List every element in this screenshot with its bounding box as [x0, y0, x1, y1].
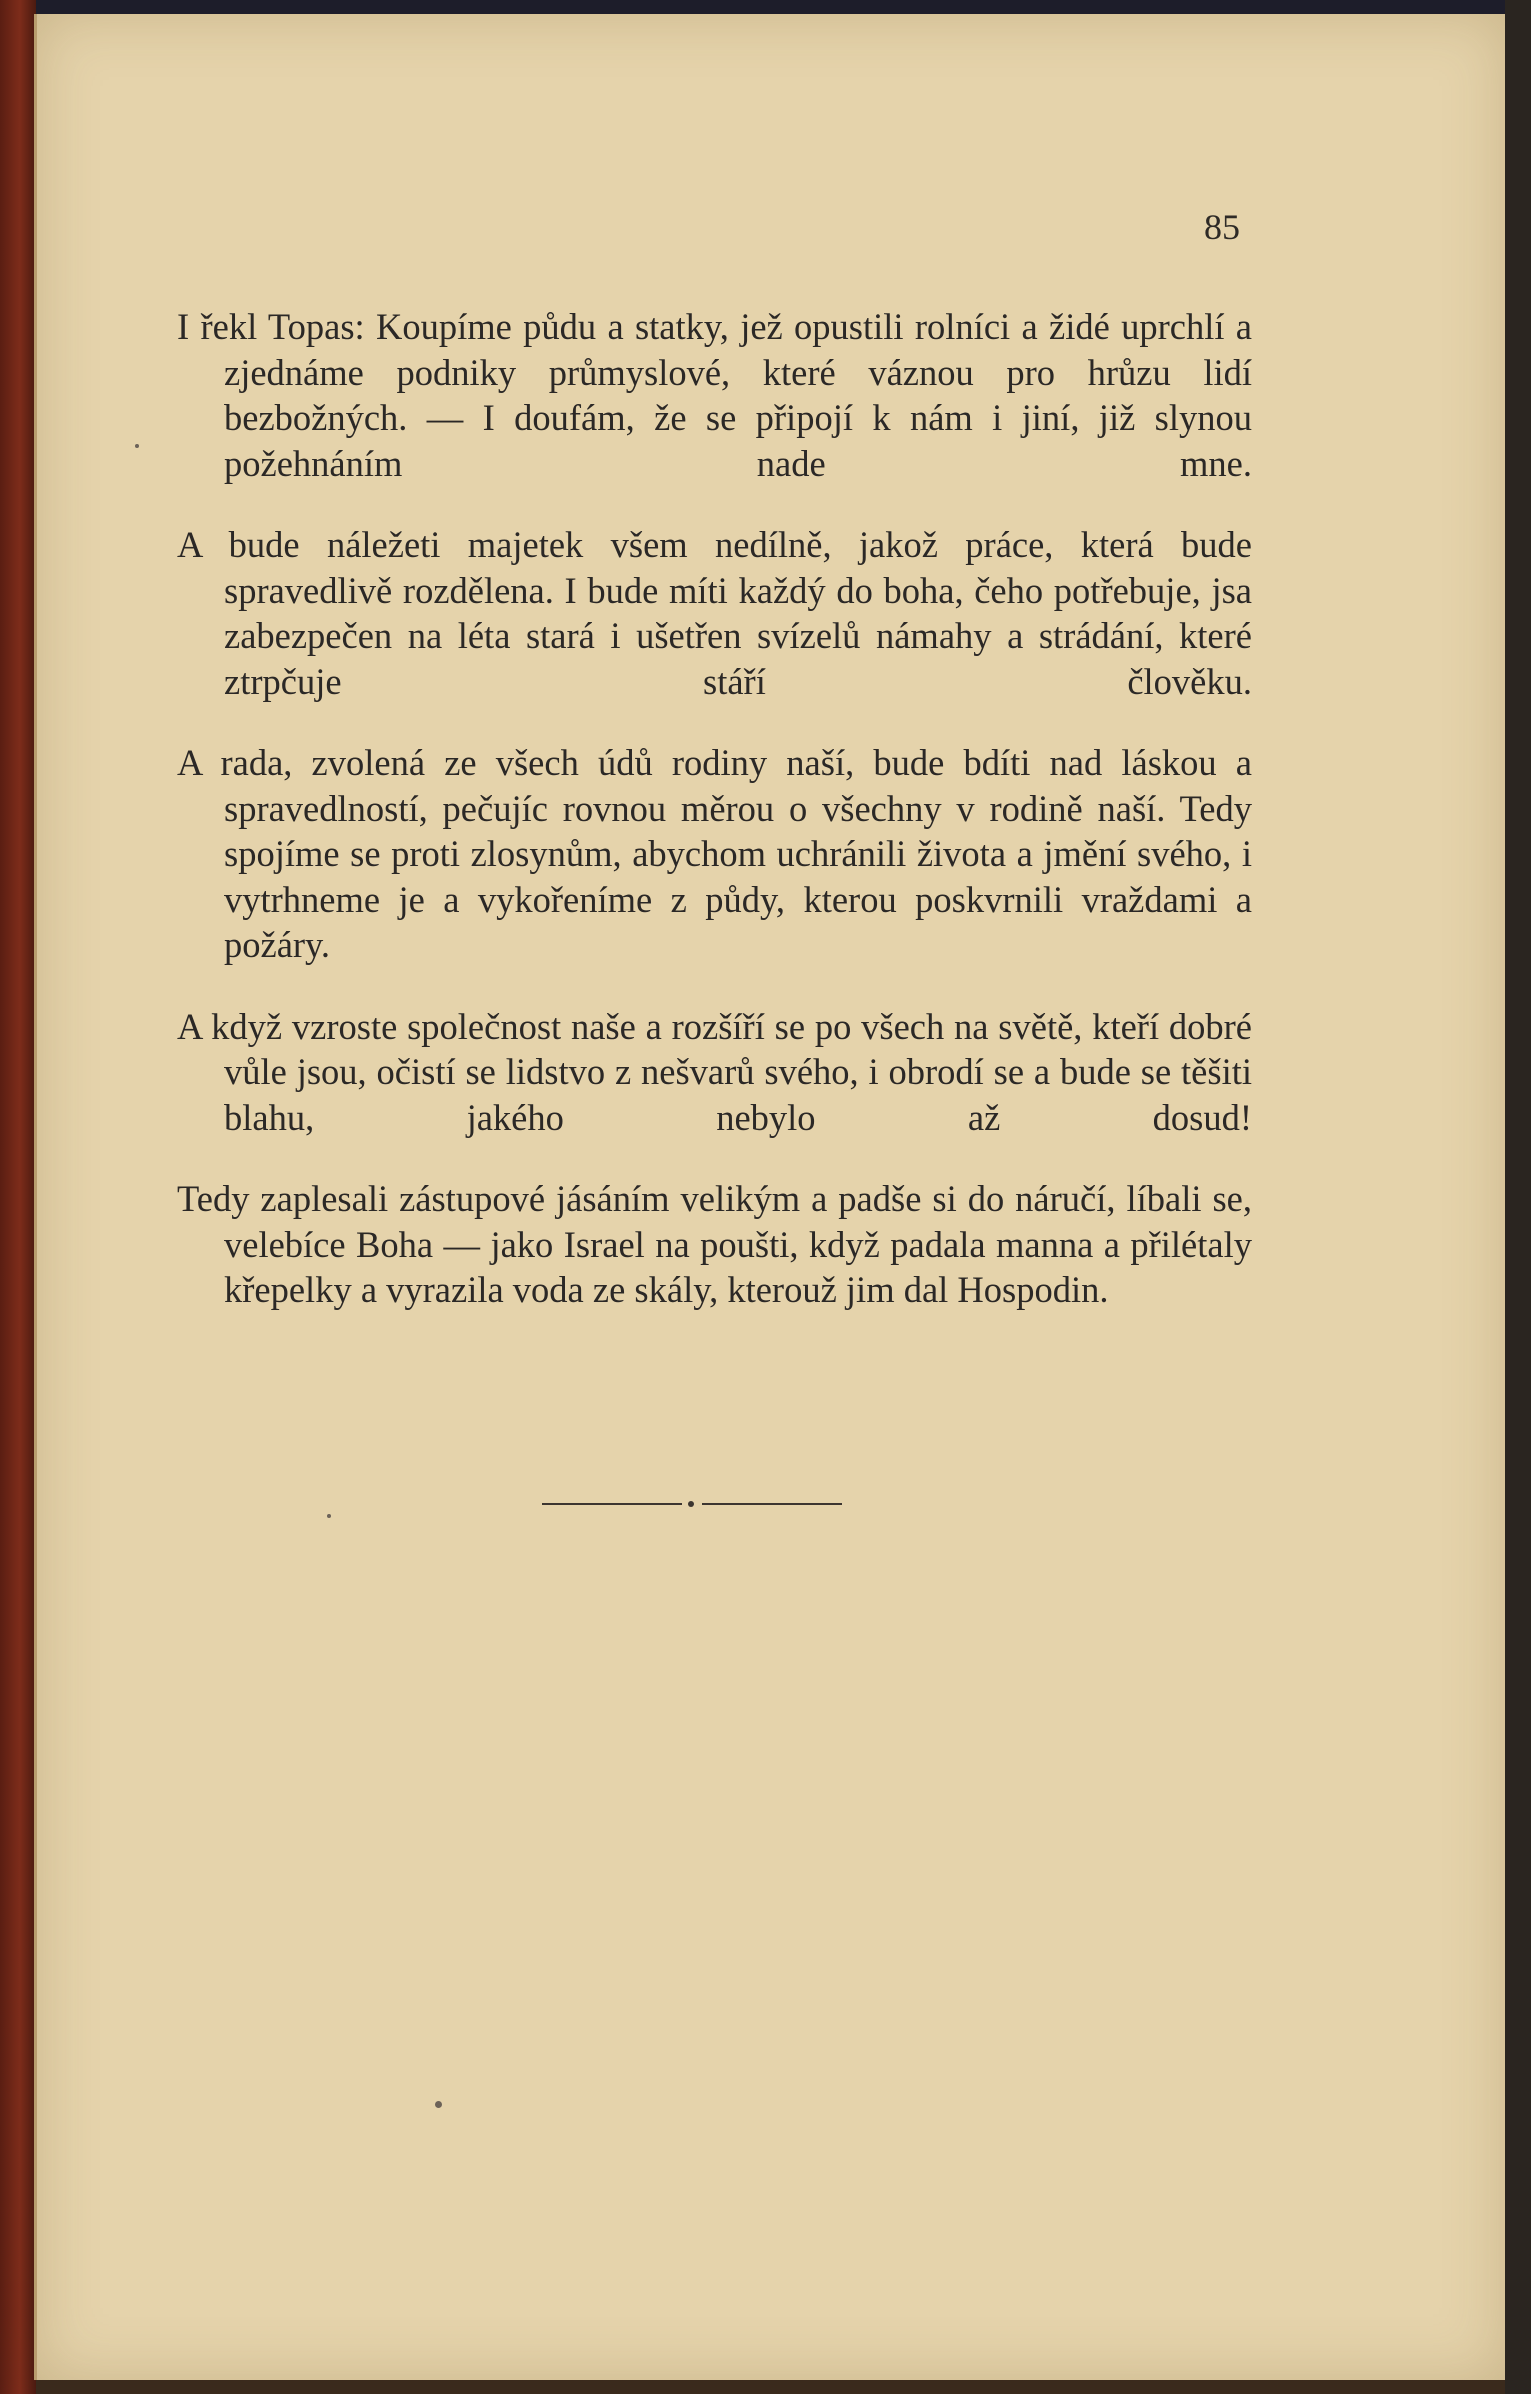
divider-dot: [688, 1501, 694, 1507]
paragraph-3: A rada, zvolená ze všech údů rodiny naší, bude bdíti nad láskou a spravedlností, pečujíc rovnou měrou o všechny v rodině naší. Tedy spojíme se proti zlosynům, abychom uchránili života a jmění svého, i vytrhneme je a vykořeníme z půdy, kterou poskvrnili vraždami a požáry.: [177, 742, 1252, 965]
paper-speck: [435, 2101, 442, 2108]
book-page: [34, 14, 1505, 2380]
divider-rule-right: [702, 1503, 842, 1505]
page-number: 85: [1204, 207, 1240, 247]
section-divider: [542, 1500, 842, 1508]
divider-rule-left: [542, 1503, 682, 1505]
paper-speck: [327, 1514, 331, 1518]
paper-speck: [135, 444, 139, 448]
paragraph-4: A když vzroste společnost naše a rozšíří se po všech na světě, kteří dobré vůle jsou, očistí se lidstvo z nešvarů svého, i obrodí se a bude se těšiti blahu, jakého nebylo až dosud!: [177, 1005, 1252, 1138]
book-spine-edge: [0, 0, 36, 2394]
paragraph-5: Tedy zaplesali zástupové jásáním velikým a padše si do náručí, líbali se, velebíce Boha — jako Israel na poušti, když padala manna a přilétaly křepelky a vyrazila voda ze skály, kterouž jim dal Hospodin.: [177, 1178, 1252, 1310]
body-text: [177, 304, 1252, 1349]
scan-right-edge: [1505, 0, 1531, 2394]
paragraph-1: I řekl Topas: Koupíme půdu a statky, jež opustili rolníci a židé uprchlí a zjednáme podniky průmyslové, které váznou pro hrůzu lidí bezbožných. — I doufám, že se připojí k nám i jiní, již slynou požehnáním nade mne.: [177, 306, 1252, 484]
paragraph-2: A bude náležeti majetek všem nedílně, jakož práce, která bude spravedlivě rozdělena. I bude míti každý do boha, čeho potřebuje, jsa zabezpečen na léta stará i ušetřen svízelů námahy a strádání, které ztrpčuje stáří člověku.: [177, 524, 1252, 702]
